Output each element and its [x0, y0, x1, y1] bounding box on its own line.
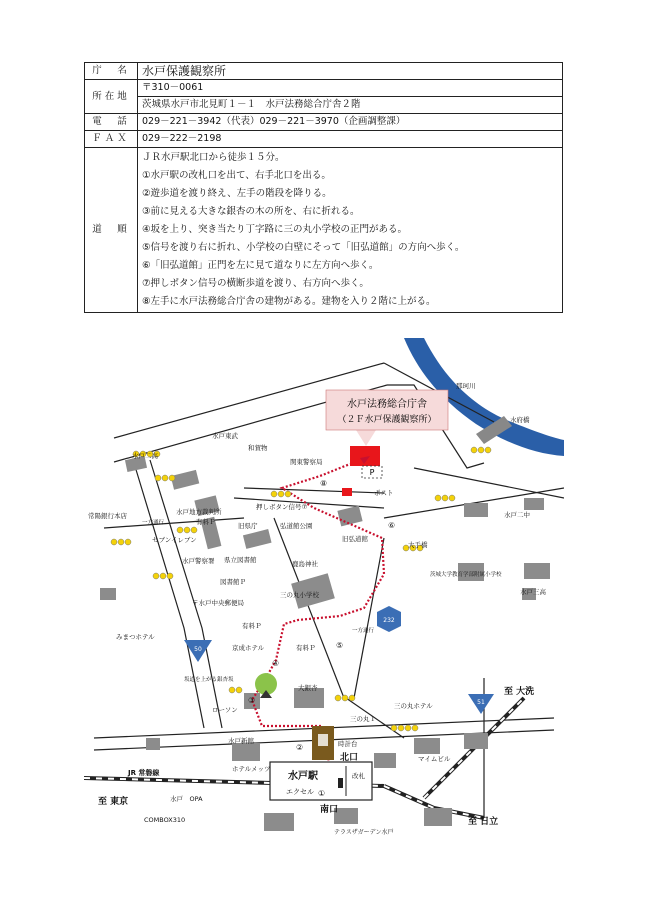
callout-title: 水戸法務総合庁舎	[347, 399, 427, 410]
label-one-way1: 一方通行	[142, 520, 165, 526]
fax-number: 029－222－2198	[138, 131, 563, 148]
label-otemachi: 大手橋	[408, 541, 428, 549]
label-post-office: 〒水戸中央郵便局	[192, 599, 244, 607]
label-mito-3koma: 水戸三高	[520, 588, 546, 596]
direction-step: ②遊歩道を渡り終え、左手の階段を降りる。	[142, 188, 332, 199]
direction-step: ＪＲ水戸駅北口から徒歩１５分。	[142, 152, 285, 163]
label-police: 水戸警察署	[182, 557, 215, 565]
label-kanto-hq: 関東警察局	[290, 458, 323, 466]
label-kobundo-park: 弘道館公園	[280, 522, 313, 530]
label-push-signal: 押しボタン信号⑦	[256, 503, 308, 511]
route-232-number: 232	[383, 617, 395, 624]
label-north-exit: 北口	[340, 753, 359, 763]
label-sannomaru-elem: 三の丸小学校	[280, 591, 319, 599]
direction-step: ③前に見える大きな銀杏の木の所を、右に折れる。	[142, 206, 360, 217]
phone-number: 029－221－3942（代表）029－221－3970（企画調整課）	[138, 114, 563, 131]
label-ibaraki-univ: 茨城大学教育学部附属小学校	[430, 572, 502, 578]
label-ticket-gate: 改札	[352, 772, 365, 780]
label-mito-opa: 水戸 OPA	[170, 795, 203, 803]
step-marker-1: ①	[318, 789, 326, 798]
label-joyo-bank: 常陽銀行本店	[88, 512, 127, 520]
label-keisei: 京成ホテル	[232, 644, 265, 652]
post-box	[342, 488, 352, 496]
step-marker-5: ⑤	[336, 641, 344, 650]
callout-pointer	[356, 430, 376, 446]
gate-marker	[338, 778, 343, 788]
label-mito-2chu: 水戸二中	[504, 511, 530, 519]
label-combox: COMBOX310	[144, 816, 186, 824]
label-mito-tobu: 水戸東武	[212, 432, 238, 440]
direction-step: ⑧左手に水戸法務総合庁舎の建物がある。建物を入り２階に上がる。	[142, 296, 436, 307]
label-jr-line: JR 常磐線	[128, 769, 160, 777]
office-name: 水戸保護観察所	[138, 63, 563, 80]
label-mito-2koma: 水戸二高	[132, 452, 158, 460]
label-paid-p2: 有料Ｐ	[242, 622, 262, 630]
address-label: 所在地	[85, 80, 138, 114]
label-to-tokyo: 至 東京	[98, 797, 129, 807]
directions-list	[138, 148, 563, 313]
label-big-ginkgo: 大銀杏	[298, 684, 318, 692]
label-library-p: 図書館Ｐ	[220, 578, 246, 586]
label-excel: エクセル	[286, 788, 314, 796]
direction-step: ⑦押しボタン信号の横断歩道を渡り、右方向へ歩く。	[142, 278, 369, 289]
address: 茨城県水戸市北見町１－１ 水戸法務総合庁舎２階	[138, 97, 563, 114]
label-mimatsu: みまつホテル	[116, 633, 155, 641]
label-to-oarai: 至 大洗	[504, 687, 535, 697]
label-seven: セブンイレブン	[152, 536, 197, 544]
label-clock: 時計台	[338, 740, 358, 748]
label-lawson: ローソン	[212, 706, 238, 714]
label-mifu-bridge: 水府橋	[510, 416, 530, 424]
step-marker-4: ④	[272, 659, 280, 668]
direction-step: ①水戸駅の改札口を出て、右手北口を出る。	[142, 170, 331, 181]
label-sannomaru-hotel: 三の丸ホテル	[394, 702, 433, 710]
label-kakotsu: 和賀物	[248, 444, 268, 452]
step-marker-8: ⑧	[320, 479, 328, 488]
route-50-number: 50	[194, 646, 202, 653]
label-terrace: テラスザガーデン水戸	[334, 829, 394, 836]
label-south-exit: 南口	[320, 805, 339, 815]
label-district-court: 水戸地方裁判所	[176, 508, 222, 516]
fax-label: ＦＡＸ	[85, 131, 138, 148]
label-naka-river: 那珂川	[456, 382, 476, 390]
label-post: ポスト	[374, 489, 394, 497]
label-ichou-slope: 坂道を上がる銀杏坂	[184, 677, 234, 683]
postal-code: 〒310－0061	[138, 80, 563, 97]
clock-icon	[318, 734, 328, 746]
label-paid-p3: 有料Ｐ	[296, 644, 316, 652]
directions-label: 道 順	[85, 148, 138, 313]
label-paid-p1: 有料Ｐ	[196, 518, 216, 526]
direction-step: ⑤信号を渡り右に折れ、小学校の白壁にそって「旧弘道館」の方向へ歩く。	[142, 242, 465, 253]
info-table	[84, 62, 563, 313]
label-mym: マイムビル	[418, 755, 451, 763]
mito-legal-building	[350, 446, 380, 466]
label-mito-shinkan: 水戸新館	[228, 737, 254, 745]
label-kyu-kencho: 旧県庁	[238, 522, 258, 530]
label-kashima: 鹿島神社	[292, 560, 318, 568]
step-marker-6: ⑥	[388, 521, 396, 530]
label-one-way2: 一方通行	[352, 628, 375, 634]
step-marker-3: ③	[248, 696, 256, 705]
direction-step: ④坂を上り、突き当たり丁字路に三の丸小学校の正門がある。	[142, 224, 408, 235]
route-51-number: 51	[477, 699, 485, 706]
step-marker-2: ②	[296, 743, 304, 752]
office-label: 庁 名	[85, 63, 138, 80]
direction-step: ⑥「旧弘道館」正門を左に見て道なりに左方向へ歩く。	[142, 260, 379, 271]
access-map	[84, 338, 564, 838]
label-pref-library: 県立図書館	[224, 556, 257, 564]
label-sannomaru1: 三の丸１	[350, 715, 376, 723]
label-hotel-mets: ホテルメッツ	[232, 765, 271, 773]
label-to-hitachi: 至 日立	[468, 817, 499, 827]
callout-sub: （２Ｆ水戸保護観察所）	[337, 415, 437, 425]
parking-label: P	[369, 468, 375, 477]
label-kyu-kobundo: 旧弘道館	[342, 535, 368, 543]
label-mito-station: 水戸駅	[288, 771, 318, 782]
phone-label: 電 話	[85, 114, 138, 131]
